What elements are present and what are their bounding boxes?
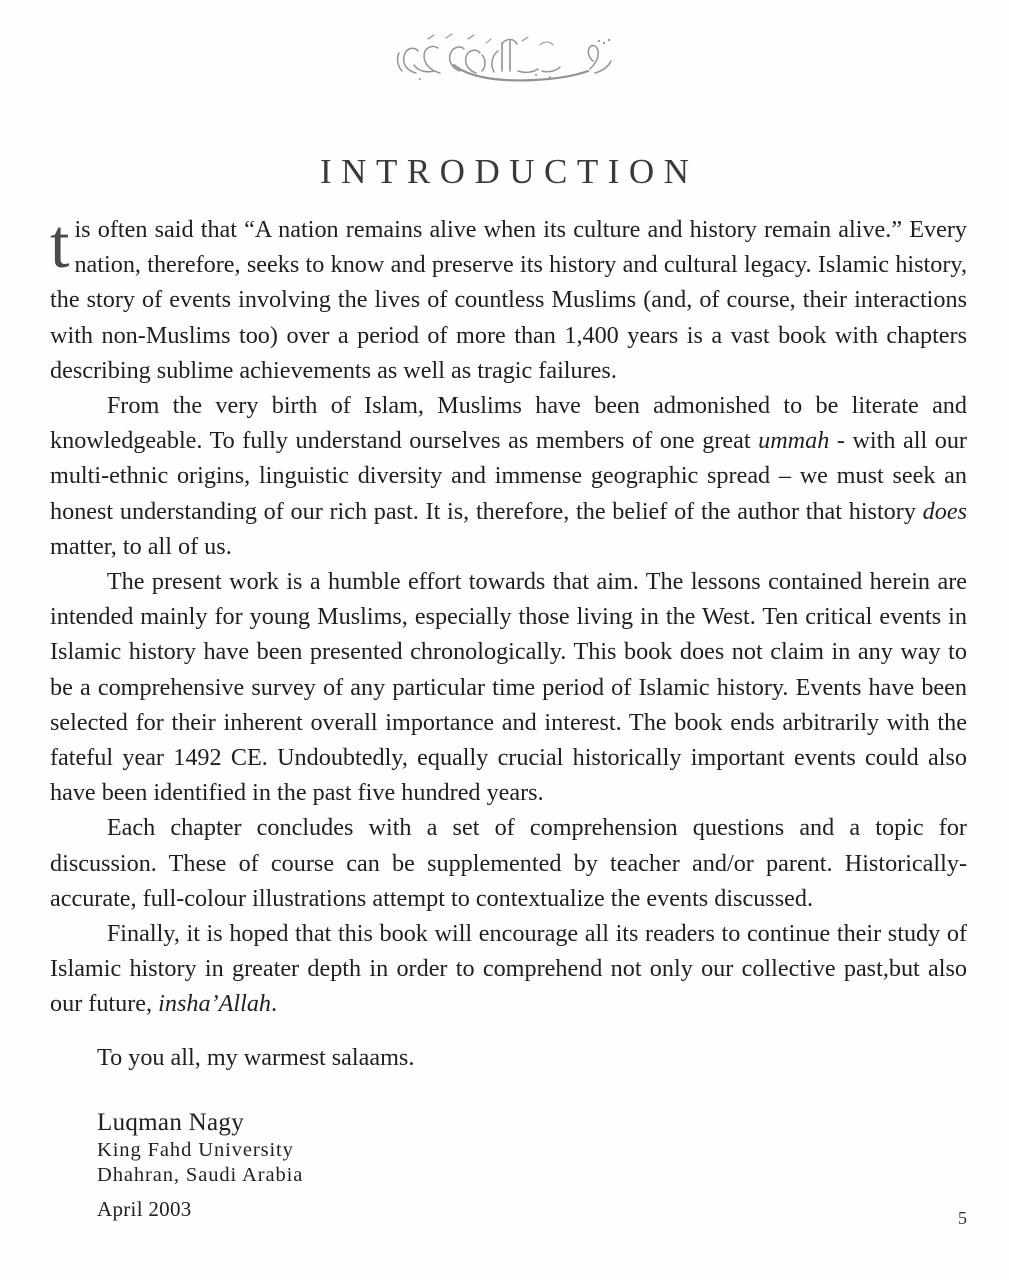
paragraph-4: Each chapter concludes with a set of comprehension questions and a topic for discussion. These of course can be supplemented by teacher and/or parent. Historically-accurate, full-colour illustrations attempt to contextualize the events discussed. [50, 814, 967, 912]
paragraph-5-text-a: Finally, it is hoped that this book will encourage all its readers to continue their study of Islamic history in greater depth in order to comprehend not only our collective past,but also our future, [50, 920, 967, 1018]
paragraph-1 [50, 206, 967, 388]
paragraph-2-text-c: matter, to all of us. [50, 532, 232, 560]
signature-date: April 2003 [97, 1197, 192, 1221]
closing-salutation: To you all, my warmest salaams. [97, 1044, 415, 1071]
emphasis-does: does [922, 497, 967, 525]
paragraph-5-text-b: . [271, 990, 278, 1018]
page-number: 5 [958, 1208, 967, 1228]
paragraph-1-text: tis often said that “A nation remains alive when its culture and history remain alive.” Every nation, therefore, seeks to know and preserve its history and cultural legacy. Islamic history, the story of events involving the lives of countless Muslims (and, of course, their interactions with non-Muslims too) over a period of more than 1,400 years is a vast book with chapters describing sublime achievements as well as tragic failures. [50, 206, 967, 384]
emphasis-ummah: ummah [758, 427, 830, 455]
paragraph-2-text-b: - with all our multi-ethnic origins, linguistic diversity and immense geographic spread – we must seek an honest understanding of our rich past. It is, therefore, the belief of the author that history [50, 427, 967, 525]
emphasis-insha-allah: insha’Allah [158, 990, 272, 1018]
author-name: Luqman Nagy [97, 1109, 245, 1136]
body-text [50, 206, 967, 1022]
author-location: Dhahran, Saudi Arabia [97, 1163, 304, 1186]
paragraph-3: The present work is a humble effort towards that aim. The lessons contained herein are intended mainly for young Muslims, especially those living in the West. Ten critical events in Islamic history have been presented chronologically. This book does not claim in any way to be a comprehensive survey of any particular time period of Islamic history. Events have been selected for their inherent overall importance and interest. The book ends arbitrarily with the fateful year 1492 CE. Undoubtedly, equally crucial historically important events could also have been identified in the past five hundred years. [50, 568, 967, 807]
author-affiliation: King Fahd University [97, 1139, 294, 1161]
paragraph-2 [50, 388, 967, 564]
paragraph-2-text-a: From the very birth of Islam, Muslims have been admonished to be literate and knowledgeable. To fully understand ourselves as members of one great [50, 392, 967, 455]
basmala-calligraphy-icon [0, 22, 1009, 102]
signature-block [97, 1108, 303, 1222]
page-title: INTRODUCTION [320, 152, 699, 192]
paragraph-5 [50, 916, 967, 1022]
